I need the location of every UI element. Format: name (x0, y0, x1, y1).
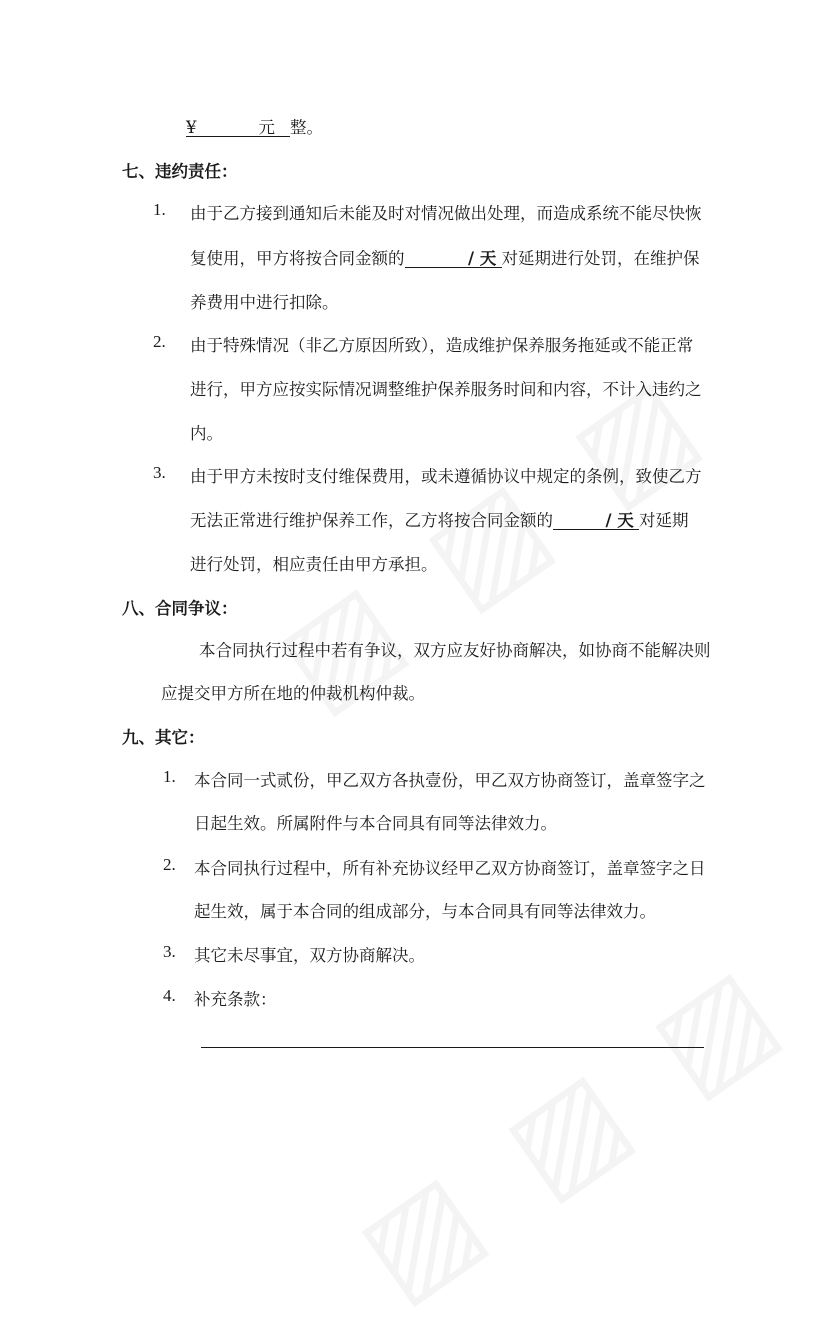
clause-text: 日起生效。所属附件与本合同具有同等法律效力。 (194, 814, 557, 833)
amount-line: ¥ 元 整。 (186, 118, 323, 137)
clause-text: 无法正常进行维护保养工作，乙方将按合同金额的 / 天 对延期 (190, 511, 689, 530)
clause-text: 内。 (190, 424, 223, 443)
clause-text: 由于乙方接到通知后未能及时对情况做出处理，而造成系统不能尽快恢 (190, 204, 702, 223)
clause-text: 补充条款： (194, 990, 277, 1009)
penalty-rate-blank: / 天 (405, 250, 502, 268)
clause-text: 由于甲方未按时支付维保费用，或未遵循协议中规定的条例，致使乙方 (190, 467, 702, 486)
clause-text: 进行，甲方应按实际情况调整维护保养服务时间和内容，不计入违约之 (190, 380, 702, 399)
clause-text: 本合同执行过程中，所有补充协议经甲乙双方协商签订，盖章签字之日 (194, 859, 706, 878)
penalty-rate-blank: / 天 (553, 512, 639, 530)
clause-text: 复使用，甲方将按合同金额的 / 天 对延期进行处罚，在维护保 (190, 249, 700, 268)
clause-text: 由于特殊情况（非乙方原因所致），造成维护保养服务拖延或不能正常 (190, 336, 694, 355)
section-8-heading: 八、合同争议： (122, 599, 238, 618)
watermark (334, 934, 810, 1325)
supplementary-terms-line (201, 1047, 704, 1048)
clause-text: 进行处罚，相应责任由甲方承担。 (190, 555, 438, 574)
clause-text: 起生效，属于本合同的组成部分，与本合同具有同等法律效力。 (194, 902, 656, 921)
item-number: 3. (163, 942, 176, 961)
clause-text: 本合同一式贰份，甲乙双方各执壹份，甲乙双方协商签订，盖章签字之 (194, 771, 706, 790)
section-7-heading: 七、违约责任： (122, 162, 238, 181)
clause-text: 其它未尽事宜，双方协商解决。 (194, 946, 425, 965)
item-number: 1. (153, 200, 166, 219)
paragraph-text: 应提交甲方所在地的仲裁机构仲裁。 (161, 684, 425, 703)
item-number: 2. (153, 332, 166, 351)
item-number: 2. (163, 855, 176, 874)
paragraph-text: 本合同执行过程中若有争议，双方应友好协商解决，如协商不能解决则 (199, 641, 711, 660)
section-9-heading: 九、其它： (122, 728, 205, 747)
clause-text: 养费用中进行扣除。 (190, 293, 339, 312)
item-number: 1. (163, 767, 176, 786)
watermark (254, 344, 730, 735)
item-number: 3. (153, 463, 166, 482)
item-number: 4. (163, 986, 176, 1005)
amount-blank: ¥ 元 (186, 119, 290, 137)
